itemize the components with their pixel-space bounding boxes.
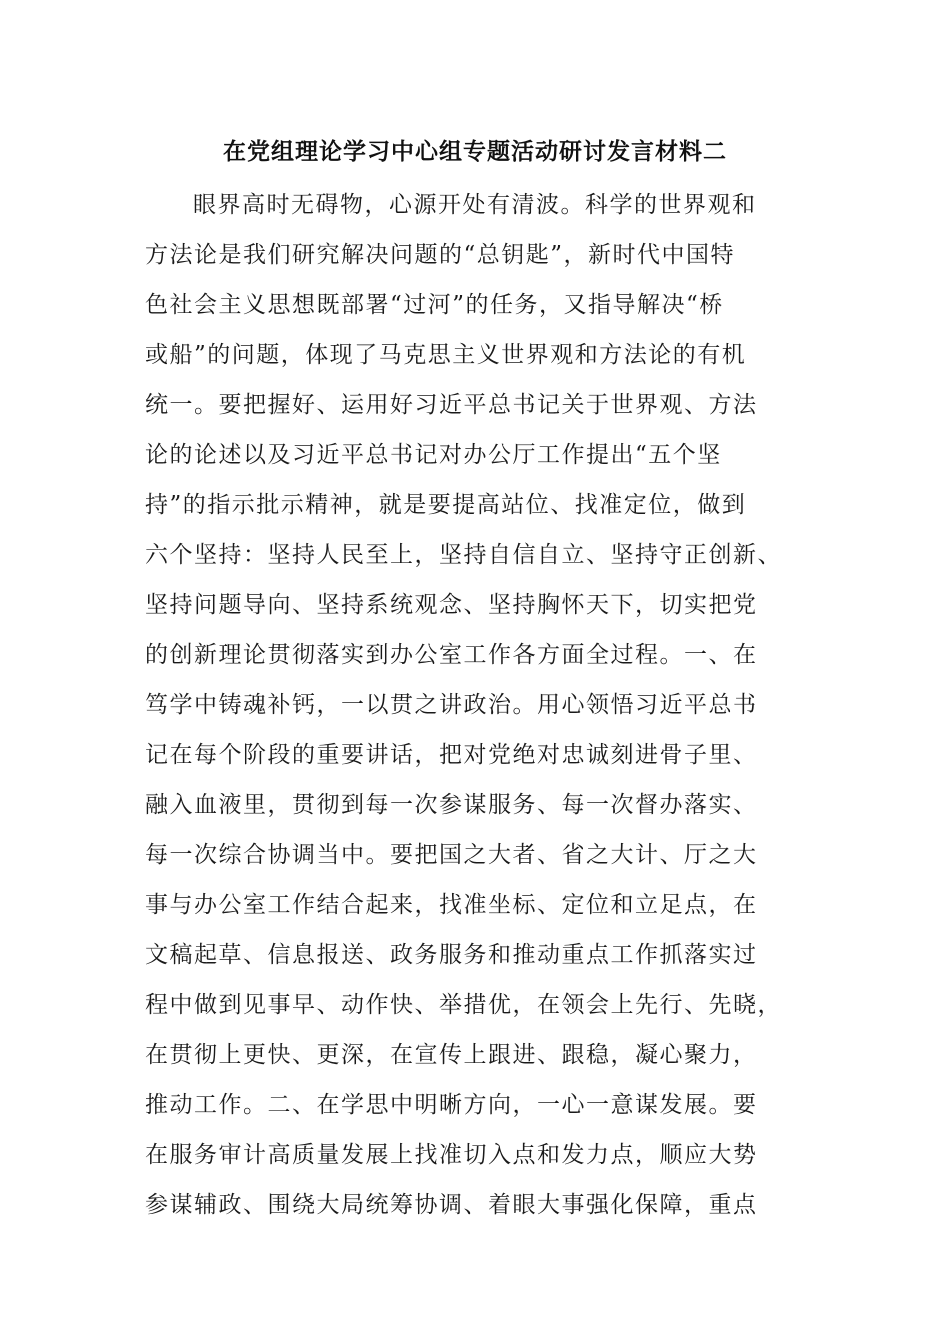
paragraph-line: 融入血液里，贯彻到每一次参谋服务、每一次督办落实、 — [145, 792, 758, 818]
paragraph-line: 记在每个阶段的重要讲话，把对党绝对忠诚刻进骨子里、 — [145, 742, 758, 768]
paragraph-line: 事与办公室工作结合起来，找准坐标、定位和立足点，在 — [145, 892, 758, 918]
paragraph-line: 色社会主义思想既部署“过河”的任务，又指导解决“桥 — [145, 292, 724, 318]
paragraph-line: 坚持问题导向、坚持系统观念、坚持胸怀天下，切实把党 — [145, 592, 758, 618]
document-body — [145, 180, 825, 1230]
paragraph-line: 在服务审计高质量发展上找准切入点和发力点，顺应大势 — [145, 1142, 758, 1168]
paragraph-line: 笃学中铸魂补钙，一以贯之讲政治。用心领悟习近平总书 — [145, 692, 758, 718]
paragraph-line: 六个坚持：坚持人民至上，坚持自信自立、坚持守正创新、 — [145, 542, 782, 568]
paragraph-line: 参谋辅政、围绕大局统筹协调、着眼大事强化保障，重点 — [145, 1192, 758, 1218]
paragraph-line: 推动工作。二、在学思中明晰方向，一心一意谋发展。要 — [145, 1092, 758, 1118]
paragraph-line: 持”的指示批示精神，就是要提高站位、找准定位，做到 — [145, 492, 747, 518]
paragraph-line: 眼界高时无碍物，心源开处有清波。科学的世界观和 — [193, 192, 757, 218]
paragraph-line: 在贯彻上更快、更深，在宣传上跟进、跟稳，凝心聚力， — [145, 1042, 758, 1068]
paragraph-line: 方法论是我们研究解决问题的“总钥匙”，新时代中国特 — [145, 242, 736, 268]
document-title: 在党组理论学习中心组专题活动研讨发言材料二 — [223, 139, 727, 165]
paragraph-line: 论的论述以及习近平总书记对办公厅工作提出“五个坚 — [145, 442, 722, 468]
paragraph-line: 或船”的问题，体现了马克思主义世界观和方法论的有机 — [145, 342, 747, 368]
paragraph-line: 统一。要把握好、运用好习近平总书记关于世界观、方法 — [145, 392, 758, 418]
paragraph-line: 的创新理论贯彻落实到办公室工作各方面全过程。一、在 — [145, 642, 758, 668]
paragraph-line: 文稿起草、信息报送、政务服务和推动重点工作抓落实过 — [145, 942, 758, 968]
paragraph-line: 程中做到见事早、动作快、举措优，在领会上先行、先晓， — [145, 992, 782, 1018]
paragraph-line: 每一次综合协调当中。要把国之大者、省之大计、厅之大 — [145, 842, 758, 868]
